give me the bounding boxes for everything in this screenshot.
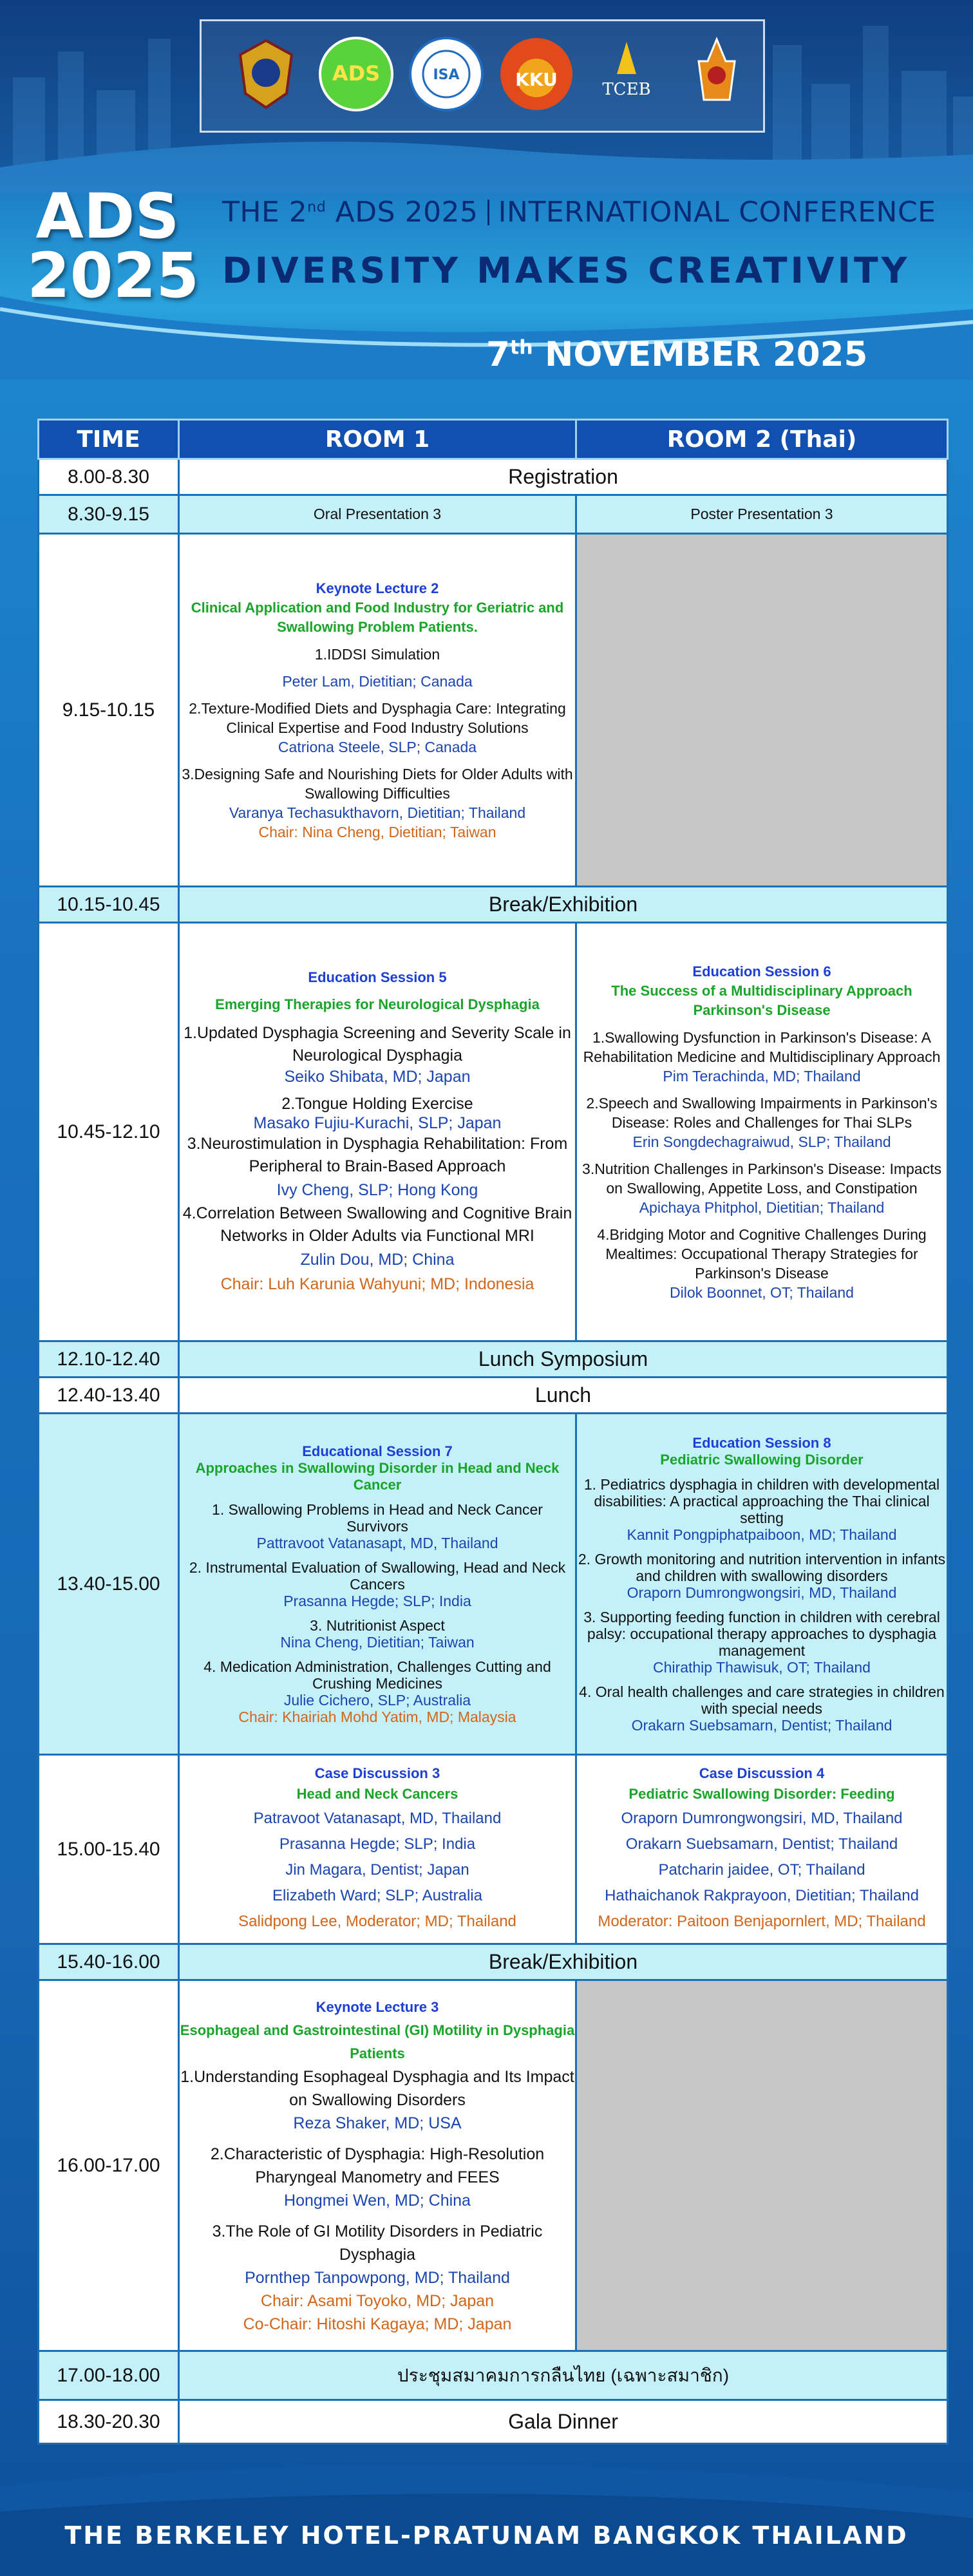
panelist: Jin Magara, Dentist; Japan <box>285 1861 469 1879</box>
table-row <box>39 923 948 1341</box>
talk-title: 4. Oral health challenges and care strategies in children with special needs <box>579 1683 945 1717</box>
education-session-8-cell <box>576 1414 948 1755</box>
talk-title: 1.IDDSI Simulation <box>314 645 440 663</box>
lunch-cell: Lunch <box>179 1378 948 1414</box>
speaker: Pim Terachinda, MD; Thailand <box>663 1067 861 1084</box>
wordmark-line-2: 2025 <box>27 240 200 312</box>
time-cell: 17.00-18.00 <box>39 2351 179 2400</box>
talk-title: 1.Understanding Esophageal Dysphagia and Its Impact on Swallowing Disorders <box>180 2067 574 2109</box>
speaker: Hongmei Wen, MD; China <box>284 2191 471 2210</box>
session-subtitle: Esophageal and Gastrointestinal (GI) Motility in Dysphagia Patients <box>180 2022 575 2061</box>
speaker: Oraporn Dumrongwongsiri, MD, Thailand <box>627 1584 897 1601</box>
time-cell: 15.40-16.00 <box>39 1944 179 1980</box>
session-title: Education Session 5 <box>308 969 447 985</box>
conf-title-part3: INTERNATIONAL CONFERENCE <box>498 196 936 229</box>
talk-title: 3. Supporting feeding function in children with cerebral palsy: occupational therapy approaches to dysphagia management <box>583 1608 940 1659</box>
table-row <box>39 1980 948 2351</box>
time-cell: 12.40-13.40 <box>39 1378 179 1414</box>
case-discussion-4-cell <box>576 1755 948 1944</box>
talk-title: 2. Growth monitoring and nutrition intervention in infants and children with swallowing disorders <box>578 1550 946 1584</box>
session-subtitle: Pediatric Swallowing Disorder: Feeding <box>628 1785 895 1802</box>
talk-title: 2. Instrumental Evaluation of Swallowing, Head and Neck Cancers <box>189 1558 566 1593</box>
talk-title: 4.Correlation Between Swallowing and Cognitive Brain Networks in Older Adults via Functional MRI <box>182 1204 572 1245</box>
session-title: Education Session 8 <box>692 1434 831 1451</box>
speaker: Chirathip Thawisuk, OT; Thailand <box>653 1658 871 1676</box>
session-subtitle: The Success of a Multidisciplinary Approach Parkinson's Disease <box>611 982 912 1018</box>
table-row <box>39 1414 948 1755</box>
speaker: Julie Cichero, SLP; Australia <box>283 1691 471 1709</box>
break-cell: Break/Exhibition <box>179 887 948 923</box>
chair: Chair: Khairiah Mohd Yatim, MD; Malaysia <box>238 1708 516 1725</box>
sponsor-logo-strip <box>200 19 765 133</box>
footer-wave-decoration <box>0 2434 973 2576</box>
speaker: Erin Songdechagraiwud, SLP; Thailand <box>632 1133 891 1150</box>
date-month-year: NOVEMBER 2025 <box>533 335 868 374</box>
isa-logo-icon <box>408 35 485 113</box>
time-cell: 10.45-12.10 <box>39 923 179 1341</box>
speaker: Nina Cheng, Dietitian; Taiwan <box>280 1633 475 1651</box>
conf-title-part2: ADS 2025 <box>335 196 478 229</box>
table-row <box>39 887 948 923</box>
svg-text:TCEB: TCEB <box>602 80 651 99</box>
table-header-row <box>39 420 948 459</box>
session-subtitle: Approaches in Swallowing Disorder in Head and Neck Cancer <box>195 1459 560 1493</box>
talk-title: 3.Designing Safe and Nourishing Diets for Older Adults with Swallowing Difficulties <box>182 765 573 802</box>
table-row <box>39 2351 948 2400</box>
tceb-logo-icon <box>588 35 665 113</box>
co-chair: Co-Chair: Hitoshi Kagaya; MD; Japan <box>243 2315 512 2333</box>
panelist: Patcharin jaidee, OT; Thailand <box>658 1861 865 1879</box>
speaker: Ivy Cheng, SLP; Hong Kong <box>276 1180 478 1199</box>
schedule-table <box>37 419 949 2445</box>
time-cell: 15.00-15.40 <box>39 1755 179 1944</box>
col-time-header: TIME <box>39 420 179 459</box>
time-cell: 8.30-9.15 <box>39 495 179 534</box>
speaker: Prasanna Hegde; SLP; India <box>283 1592 471 1609</box>
session-subtitle: Head and Neck Cancers <box>296 1785 458 1802</box>
break-cell: Break/Exhibition <box>179 1944 948 1980</box>
panelist: Hathaichanok Rakprayoon, Dietitian; Thailand <box>605 1886 919 1904</box>
col-room2-header: ROOM 2 (Thai) <box>576 420 948 459</box>
table-row <box>39 1755 948 1944</box>
moderator: Moderator: Paitoon Benjapornlert, MD; Thailand <box>598 1912 926 1930</box>
education-session-6-cell <box>576 923 948 1341</box>
speaker: Seiko Shibata, MD; Japan <box>284 1067 471 1086</box>
gala-dinner-cell: Gala Dinner <box>179 2400 948 2444</box>
speaker: Orakarn Suebsamarn, Dentist; Thailand <box>631 1716 893 1734</box>
time-cell: 13.40-15.00 <box>39 1414 179 1755</box>
speaker: Reza Shaker, MD; USA <box>293 2114 462 2132</box>
speaker: Apichaya Phitphol, Dietitian; Thailand <box>639 1198 885 1216</box>
time-cell: 16.00-17.00 <box>39 1980 179 2351</box>
keynote-lecture-3-cell <box>179 1980 576 2351</box>
talk-title: 1.Swallowing Dysfunction in Parkinson's Disease: A Rehabilitation Medicine and Multidisciplinary Approach <box>583 1028 941 1065</box>
table-row <box>39 1944 948 1980</box>
date-day: 7 <box>486 335 510 374</box>
speaker: Peter Lam, Dietitian; Canada <box>282 672 473 690</box>
session-subtitle: Pediatric Swallowing Disorder <box>660 1451 864 1468</box>
chair: Chair: Asami Toyoko, MD; Japan <box>260 2291 495 2310</box>
time-cell: 10.15-10.45 <box>39 887 179 923</box>
talk-title: 2.Tongue Holding Exercise <box>281 1094 473 1113</box>
talk-title: 3.Nutrition Challenges in Parkinson's Disease: Impacts on Swallowing, Appetite Loss, and Constipation <box>582 1160 941 1197</box>
table-row <box>39 495 948 534</box>
svg-text:ADS: ADS <box>332 61 381 86</box>
time-cell: 9.15-10.15 <box>39 534 179 887</box>
talk-title: 3. Nutritionist Aspect <box>310 1616 445 1634</box>
wordmark-line-1: ADS <box>35 180 180 252</box>
poster-presentation-cell: Poster Presentation 3 <box>576 495 948 534</box>
session-subtitle: Clinical Application and Food Industry for Geriatric and Swallowing Problem Patients. <box>191 599 564 635</box>
conf-title-part1: THE 2 <box>222 196 308 229</box>
talk-title: 4.Bridging Motor and Cognitive Challenges During Mealtimes: Occupational Therapy Strategies for Parkinson's Disease <box>597 1226 927 1282</box>
lunch-symposium-cell: Lunch Symposium <box>179 1341 948 1378</box>
panelist: Patravoot Vatanasapt, MD, Thailand <box>253 1809 502 1827</box>
panelist: Oraporn Dumrongwongsiri, MD, Thailand <box>621 1809 903 1827</box>
cert-rehabilitation-logo-icon <box>678 35 755 113</box>
date-suffix: th <box>509 336 533 359</box>
talk-title: 1.Updated Dysphagia Screening and Severity Scale in Neurological Dysphagia <box>184 1023 571 1065</box>
session-subtitle: Emerging Therapies for Neurological Dysphagia <box>215 996 540 1012</box>
education-session-5-cell <box>179 923 576 1341</box>
kku-dysphagia-logo-icon <box>498 35 575 113</box>
venue-footer: THE BERKELEY HOTEL-PRATUNAM BANGKOK THAILAND <box>64 2521 909 2550</box>
chair: Chair: Luh Karunia Wahyuni; MD; Indonesia <box>220 1274 534 1293</box>
conference-title <box>222 196 936 229</box>
svg-text:ISA: ISA <box>433 67 460 83</box>
keynote-lecture-2-cell <box>179 534 576 887</box>
time-cell: 12.10-12.40 <box>39 1341 179 1378</box>
navy-emblem-icon <box>227 35 305 113</box>
session-title: Education Session 6 <box>692 963 831 980</box>
chair: Chair: Nina Cheng, Dietitian; Taiwan <box>258 823 496 840</box>
session-title: Educational Session 7 <box>302 1443 453 1459</box>
thai-association-meeting-cell: ประชุมสมาคมการกลืนไทย (เฉพาะสมาชิก) <box>179 2351 948 2400</box>
session-title: Case Discussion 3 <box>314 1765 440 1781</box>
conf-title-sup: nd <box>307 199 326 216</box>
talk-title: 3.Neurostimulation in Dysphagia Rehabilitation: From Peripheral to Brain-Based Approach <box>187 1134 568 1175</box>
oral-presentation-cell: Oral Presentation 3 <box>179 495 576 534</box>
panelist: Orakarn Suebsamarn, Dentist; Thailand <box>625 1835 898 1853</box>
event-date <box>486 335 867 374</box>
session-title: Keynote Lecture 3 <box>316 1998 439 2015</box>
talk-title: 2.Speech and Swallowing Impairments in Parkinson's Disease: Roles and Challenges for Thai SLPs <box>586 1094 938 1131</box>
educational-session-7-cell <box>179 1414 576 1755</box>
time-cell: 18.30-20.30 <box>39 2400 179 2444</box>
talk-title: 3.The Role of GI Motility Disorders in Pediatric Dysphagia <box>212 2222 543 2264</box>
time-cell: 8.00-8.30 <box>39 459 179 495</box>
table-row <box>39 1341 948 1378</box>
col-room1-header: ROOM 1 <box>179 420 576 459</box>
talk-title: 2.Characteristic of Dysphagia: High-Resolution Pharyngeal Manometry and FEES <box>210 2145 545 2186</box>
panelist: Prasanna Hegde; SLP; India <box>279 1835 476 1853</box>
case-discussion-3-cell <box>179 1755 576 1944</box>
session-title: Case Discussion 4 <box>699 1765 825 1781</box>
ads-logo-icon <box>317 35 395 113</box>
registration-cell: Registration <box>179 459 948 495</box>
speaker: Masako Fujiu-Kurachi, SLP; Japan <box>253 1113 502 1132</box>
empty-room2-cell <box>576 1980 948 2351</box>
table-row <box>39 1378 948 1414</box>
tagline: DIVERSITY MAKES CREATIVITY <box>222 250 911 291</box>
title-divider <box>487 200 489 225</box>
talk-title: 1. Pediatrics dysphagia in children with developmental disabilities: A practical approaching the Thai clinical setting <box>583 1475 940 1526</box>
speaker: Zulin Dou, MD; China <box>300 1250 455 1269</box>
speaker: Catriona Steele, SLP; Canada <box>278 738 477 755</box>
speaker: Varanya Techasukthavorn, Dietitian; Thailand <box>229 804 526 821</box>
speaker: Pattravoot Vatanasapt, MD, Thailand <box>256 1534 498 1551</box>
talk-title: 1. Swallowing Problems in Head and Neck Cancer Survivors <box>212 1501 543 1535</box>
talk-title: 2.Texture-Modified Diets and Dysphagia Care: Integrating Clinical Expertise and Food Industry Solutions <box>189 699 566 736</box>
talk-title: 4. Medication Administration, Challenges Cutting and Crushing Medicines <box>203 1658 551 1692</box>
moderator: Salidpong Lee, Moderator; MD; Thailand <box>238 1912 516 1930</box>
table-row <box>39 534 948 887</box>
speaker: Dilok Boonnet, OT; Thailand <box>670 1283 854 1301</box>
speaker: Kannit Pongpiphatpaiboon, MD; Thailand <box>627 1526 897 1543</box>
session-title: Keynote Lecture 2 <box>316 580 439 596</box>
svg-text:KKU: KKU <box>515 69 558 90</box>
table-row <box>39 459 948 495</box>
speaker: Pornthep Tanpowpong, MD; Thailand <box>245 2268 510 2287</box>
empty-room2-cell <box>576 534 948 887</box>
panelist: Elizabeth Ward; SLP; Australia <box>272 1886 482 1904</box>
